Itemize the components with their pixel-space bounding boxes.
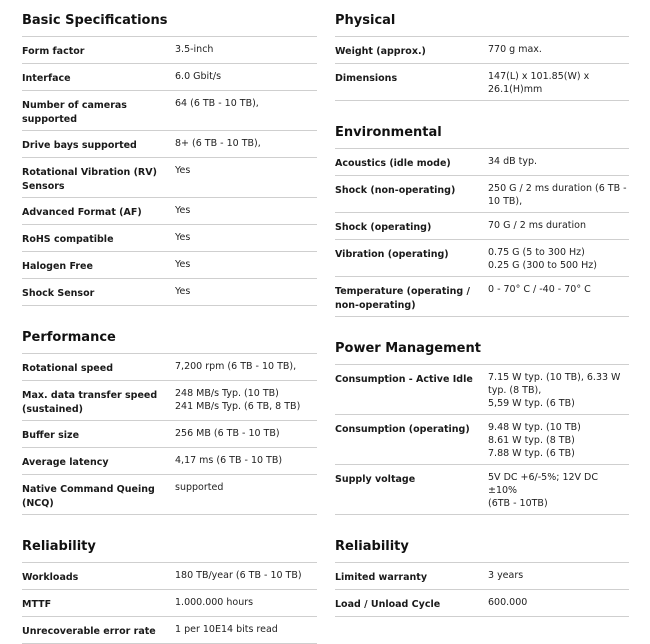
spec-label: Limited warranty [335,572,428,583]
spec-value: 64 (6 TB - 10 TB), [175,98,259,109]
spec-label: Workloads [22,572,79,583]
spec-row [22,252,317,279]
spec-label: Halogen Free [22,261,93,272]
section-reliability [22,533,317,644]
section-reliability [335,533,629,617]
spec-value: 250 G / 2 ms duration (6 TB - 10 TB), [488,183,627,207]
spec-value: 256 MB (6 TB - 10 TB) [175,428,280,439]
spec-label: Acoustics (idle mode) [335,158,451,169]
spec-row [22,91,317,131]
spec-row [22,37,317,64]
spec-row [335,415,629,465]
spec-row [335,37,629,64]
spec-label: Vibration (operating) [335,249,449,260]
section-performance [22,324,317,515]
spec-value: 770 g max. [488,44,542,55]
spec-value: Yes [175,165,191,176]
spec-value: 7.15 W typ. (10 TB), 6.33 W typ. (8 TB), 5,59 W typ. (6 TB) [488,372,621,409]
spec-value: Yes [175,232,191,243]
spec-value: 8+ (6 TB - 10 TB), [175,138,261,149]
section-title: Environmental [335,119,629,149]
spec-row [22,158,317,198]
spec-value: 180 TB/year (6 TB - 10 TB) [175,570,302,581]
spec-value: 147(L) x 101.85(W) x 26.1(H)mm [488,71,590,95]
spec-row [22,617,317,644]
section-title: Reliability [22,533,317,563]
spec-row [335,590,629,617]
spec-row [22,381,317,421]
spec-label: Consumption - Active Idle [335,374,473,385]
spec-value: 3 years [488,570,524,581]
spec-row [22,448,317,475]
right-column [335,0,629,617]
spec-row [22,421,317,448]
spec-row [22,131,317,158]
spec-value: Yes [175,286,191,297]
left-column [22,0,317,644]
section-environmental [335,119,629,317]
spec-row [335,176,629,213]
section-title: Power Management [335,335,629,365]
spec-value: 0.75 G (5 to 300 Hz) 0.25 G (300 to 500 Hz) [488,247,597,271]
spec-row [335,64,629,101]
spec-row [335,563,629,590]
spec-row [335,240,629,277]
section-title: Reliability [335,533,629,563]
spec-label: Weight (approx.) [335,46,426,57]
spec-value: 0 - 70° C / -40 - 70° C [488,284,591,295]
spec-value: supported [175,482,224,493]
spec-value: 1.000.000 hours [175,597,254,608]
spec-value: 1 per 10E14 bits read [175,624,278,635]
spec-value: 7,200 rpm (6 TB - 10 TB), [175,361,297,372]
spec-value: 5V DC +6/-5%; 12V DC ±10% (6TB - 10TB) [488,472,599,509]
spec-label: Average latency [22,457,109,468]
spec-label: Advanced Format (AF) [22,207,142,218]
spec-value: 70 G / 2 ms duration [488,220,586,231]
spec-label: Consumption (operating) [335,424,470,435]
spec-row [22,475,317,515]
spec-row [22,198,317,225]
spec-label: Supply voltage [335,474,416,485]
spec-label: Dimensions [335,73,398,84]
spec-value: 6.0 Gbit/s [175,71,222,82]
spec-value: Yes [175,259,191,270]
spec-label: MTTF [22,599,52,610]
spec-label: Shock (non-operating) [335,185,456,196]
spec-value: 4,17 ms (6 TB - 10 TB) [175,455,283,466]
section-basic-specifications [22,7,317,306]
spec-row [22,354,317,381]
spec-label: Native Command Queing (NCQ) [22,484,155,509]
section-title: Basic Specifications [22,7,317,37]
spec-value: 34 dB typ. [488,156,538,167]
spec-label: Form factor [22,46,85,57]
section-title: Performance [22,324,317,354]
spec-row [22,590,317,617]
spec-value: 9.48 W typ. (10 TB) 8.61 W typ. (8 TB) 7.88 W typ. (6 TB) [488,422,581,459]
spec-label: Max. data transfer speed (sustained) [22,390,158,415]
spec-row [22,225,317,252]
spec-label: Rotational Vibration (RV) Sensors [22,167,157,192]
spec-label: Number of cameras supported [22,100,127,125]
spec-label: Load / Unload Cycle [335,599,441,610]
section-power-management [335,335,629,515]
spec-value: Yes [175,205,191,216]
spec-value: 248 MB/s Typ. (10 TB) 241 MB/s Typ. (6 TB, 8 TB) [175,388,301,412]
spec-row [335,277,629,317]
spec-row [335,365,629,415]
section-title: Physical [335,7,629,37]
spec-label: Interface [22,73,71,84]
spec-row [22,563,317,590]
spec-label: Unrecoverable error rate [22,626,156,637]
spec-label: Temperature (operating / non-operating) [335,286,470,311]
spec-row [22,64,317,91]
spec-label: Buffer size [22,430,80,441]
spec-value: 600.000 [488,597,528,608]
spec-row [335,465,629,515]
section-physical [335,7,629,101]
spec-label: Shock (operating) [335,222,432,233]
spec-row [22,279,317,306]
spec-value: 3.5-inch [175,44,214,55]
spec-label: RoHS compatible [22,234,114,245]
spec-row [335,213,629,240]
spec-label: Shock Sensor [22,288,95,299]
spec-label: Drive bays supported [22,140,137,151]
spec-label: Rotational speed [22,363,113,374]
spec-row [335,149,629,176]
